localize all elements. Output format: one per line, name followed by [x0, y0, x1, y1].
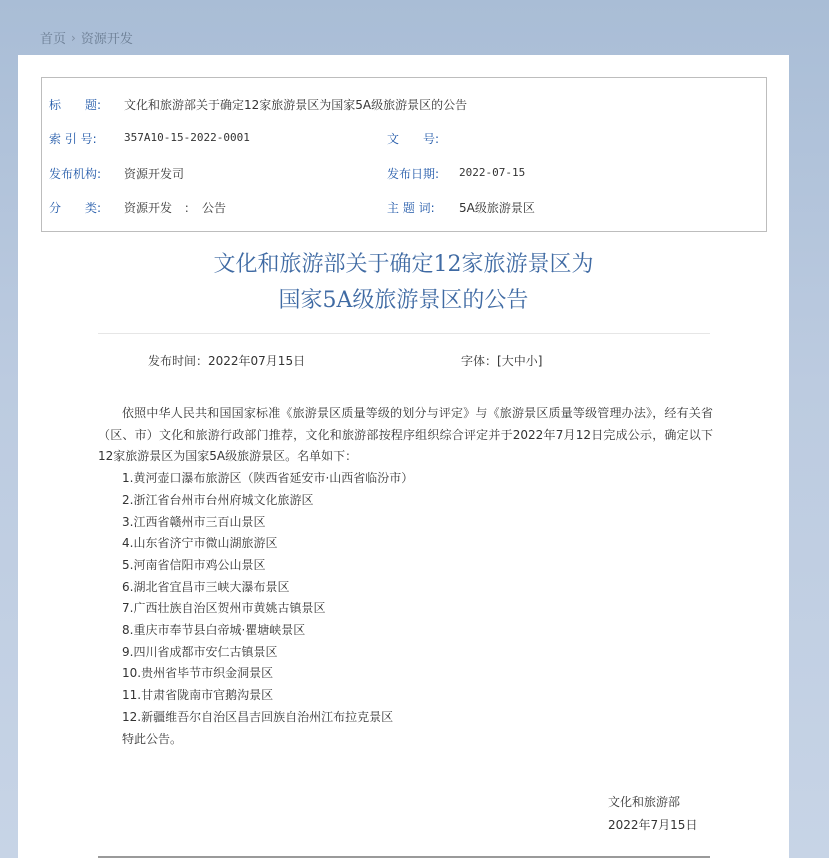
list-item: 8.重庆市奉节县白帝城·瞿塘峡景区: [122, 623, 306, 638]
list-item: 6.湖北省宜昌市三峡大瀑布景区: [122, 579, 290, 594]
signature-organization: 文化和旅游部: [608, 795, 681, 809]
meta-row-title: [42, 96, 766, 116]
list-item: 10.贵州省毕节市织金洞景区: [122, 666, 274, 681]
list-item: 2.浙江省台州市台州府城文化旅游区: [122, 492, 314, 507]
article-body: [98, 403, 713, 750]
font-large-button[interactable]: 大: [501, 354, 514, 368]
meta-publisher-value: 资源开发司: [124, 167, 185, 181]
list-item: 11.甘肃省陇南市官鹅沟景区: [122, 688, 274, 703]
breadcrumb: [40, 28, 133, 47]
font-medium-button[interactable]: 中: [513, 354, 526, 368]
font-small-button[interactable]: 小: [525, 354, 538, 368]
intro-paragraph: 依照中华人民共和国国家标准《旅游景区质量等级的划分与评定》与《旅游景区质量等级管理办法》，经有关省（区、市）文化和旅游行政部门推荐，文化和旅游部按程序组织综合评定并于2022年7月12日完成公示，确定以下12家旅游景区为国家5A级旅游景区。名单如下：: [98, 406, 713, 464]
list-item: 4.山东省济宁市微山湖旅游区: [122, 536, 278, 551]
breadcrumb-section-link[interactable]: 资源开发: [80, 32, 133, 47]
font-size-control: [461, 352, 542, 369]
list-item: 9.四川省成都市安仁古镇景区: [122, 644, 278, 659]
list-item: 5.河南省信阳市鸡公山景区: [122, 557, 266, 572]
meta-date-label: 发布日期:: [387, 167, 440, 181]
font-size-bracket-close: ]: [537, 354, 543, 368]
signature-date: 2022年7月15日: [608, 818, 698, 832]
breadcrumb-separator: ›: [71, 30, 76, 45]
meta-title-label: 标 题:: [49, 98, 102, 112]
title-divider: [98, 333, 710, 334]
metadata-table: [41, 77, 767, 232]
meta-row-publisher: [42, 165, 766, 185]
meta-row-index: [42, 130, 766, 150]
document-panel: [18, 55, 789, 858]
publish-time: 发布时间：2022年07月15日: [148, 354, 306, 368]
meta-date-value: 2022-07-15: [459, 166, 526, 179]
list-item: 3.江西省赣州市三百山景区: [122, 514, 266, 529]
list-item: 7.广西壮族自治区贺州市黄姚古镇景区: [122, 601, 326, 616]
meta-category-value: 资源开发 ： 公告: [124, 201, 227, 215]
list-item: 12.新疆维吾尔自治区昌吉回族自治州江布拉克景区: [122, 709, 394, 724]
meta-title-value: 文化和旅游部关于确定12家旅游景区为国家5A级旅游景区的公告: [124, 98, 468, 112]
font-size-label: 字体：: [461, 354, 498, 368]
article-title-line-2: 国家5A级旅游景区的公告: [278, 288, 529, 313]
meta-index-label: 索 引 号:: [49, 132, 97, 146]
meta-index-value: 357A10-15-2022-0001: [124, 131, 250, 144]
article-title-line-1: 文化和旅游部关于确定12家旅游景区为: [213, 252, 594, 277]
breadcrumb-home-link[interactable]: 首页: [40, 32, 67, 47]
meta-docno-label: 文 号:: [387, 132, 440, 146]
list-item: 1.黄河壶口瀑布旅游区（陕西省延安市·山西省临汾市）: [122, 471, 414, 486]
meta-category-label: 分 类:: [49, 201, 102, 215]
font-size-bracket-open: [: [497, 354, 502, 368]
meta-row-category: [42, 199, 766, 219]
meta-subject-value: 5A级旅游景区: [459, 201, 535, 215]
meta-subject-label: 主 题 词:: [387, 201, 435, 215]
meta-publisher-label: 发布机构:: [49, 167, 102, 181]
closing-statement: 特此公告。: [122, 731, 183, 746]
